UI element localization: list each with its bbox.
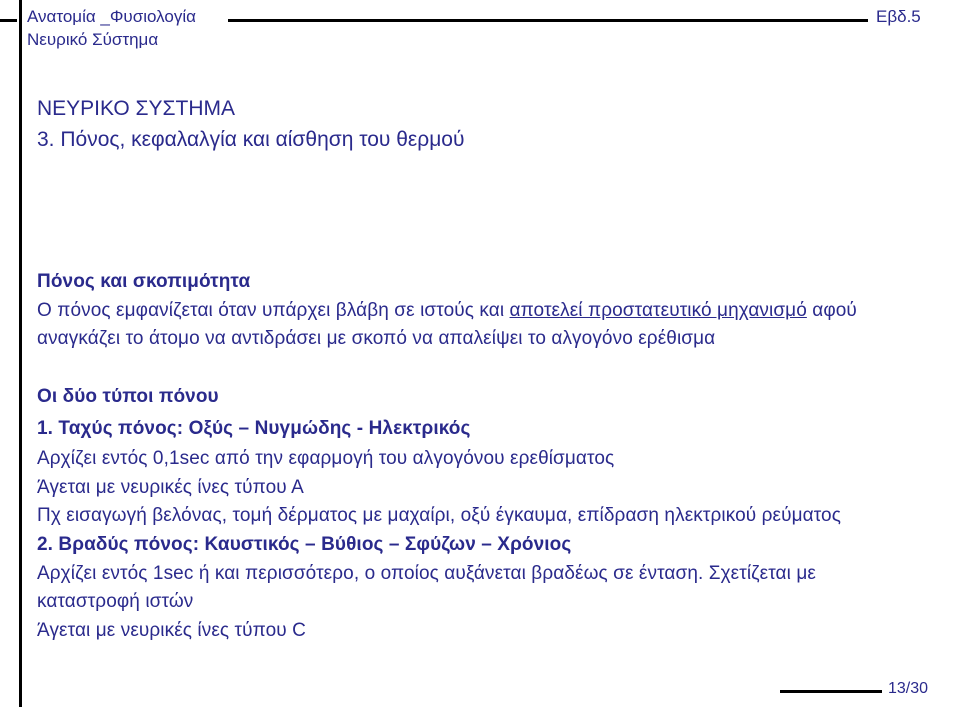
header-course: Ανατομία _Φυσιολογία (27, 7, 196, 26)
pain-type-1-line: Πχ εισαγωγή βελόνας, τομή δέρματος με μαχαίρι, οξύ έγκαυμα, επίδραση ηλεκτρικού ρεύματος (37, 505, 841, 526)
footer-rule (780, 690, 882, 693)
paragraph-line (37, 300, 857, 322)
header-section: Εβδ.5 (876, 7, 921, 26)
page-number: 13/30 (888, 680, 929, 697)
section-heading-types: Οι δύο τύποι πόνου (37, 386, 219, 407)
paragraph-line: αναγκάζει το άτομο να αντιδράσει με σκοπό να απαλείψει το αλγογόνο ερέθισμα (37, 328, 716, 349)
pain-type-1-line: Άγεται με νευρικές ίνες τύπου Α (37, 477, 304, 498)
header-rule-right (228, 19, 868, 22)
page-title: ΝΕΥΡΙΚΟ ΣΥΣΤΗΜΑ (37, 97, 236, 120)
section-heading-purpose: Πόνος και σκοπιμότητα (37, 271, 251, 292)
pain-type-2-line: καταστροφή ιστών (37, 591, 194, 612)
underlined-phrase: αποτελεί προστατευτικό μηχανισμό (509, 300, 807, 321)
pain-type-2-heading: 2. Βραδύς πόνος: Καυστικός – Βύθιος – Σφύζων – Χρόνιος (37, 534, 572, 555)
pain-type-1-heading: 1. Ταχύς πόνος: Οξύς – Νυγμώδης - Ηλεκτρικός (37, 418, 471, 439)
page-subtitle: 3. Πόνος, κεφαλαλγία και αίσθηση του θερμού (37, 128, 465, 151)
pain-type-2-line: Άγεται με νευρικές ίνες τύπου C (37, 620, 306, 641)
pain-type-2-line: Αρχίζει εντός 1sec ή και περισσότερο, ο οποίος αυξάνεται βραδέως σε ένταση. Σχετίζεται με (37, 563, 816, 584)
header-rule-left (0, 19, 17, 22)
paragraph-text: αφού (806, 300, 857, 321)
left-margin-rule (19, 0, 22, 707)
header-topic: Νευρικό Σύστημα (27, 30, 159, 49)
paragraph-text: Ο πόνος εμφανίζεται όταν υπάρχει βλάβη σε ιστούς και (37, 300, 510, 321)
pain-type-1-line: Αρχίζει εντός 0,1sec από την εφαρμογή του αλγογόνου ερεθίσματος (37, 448, 615, 469)
